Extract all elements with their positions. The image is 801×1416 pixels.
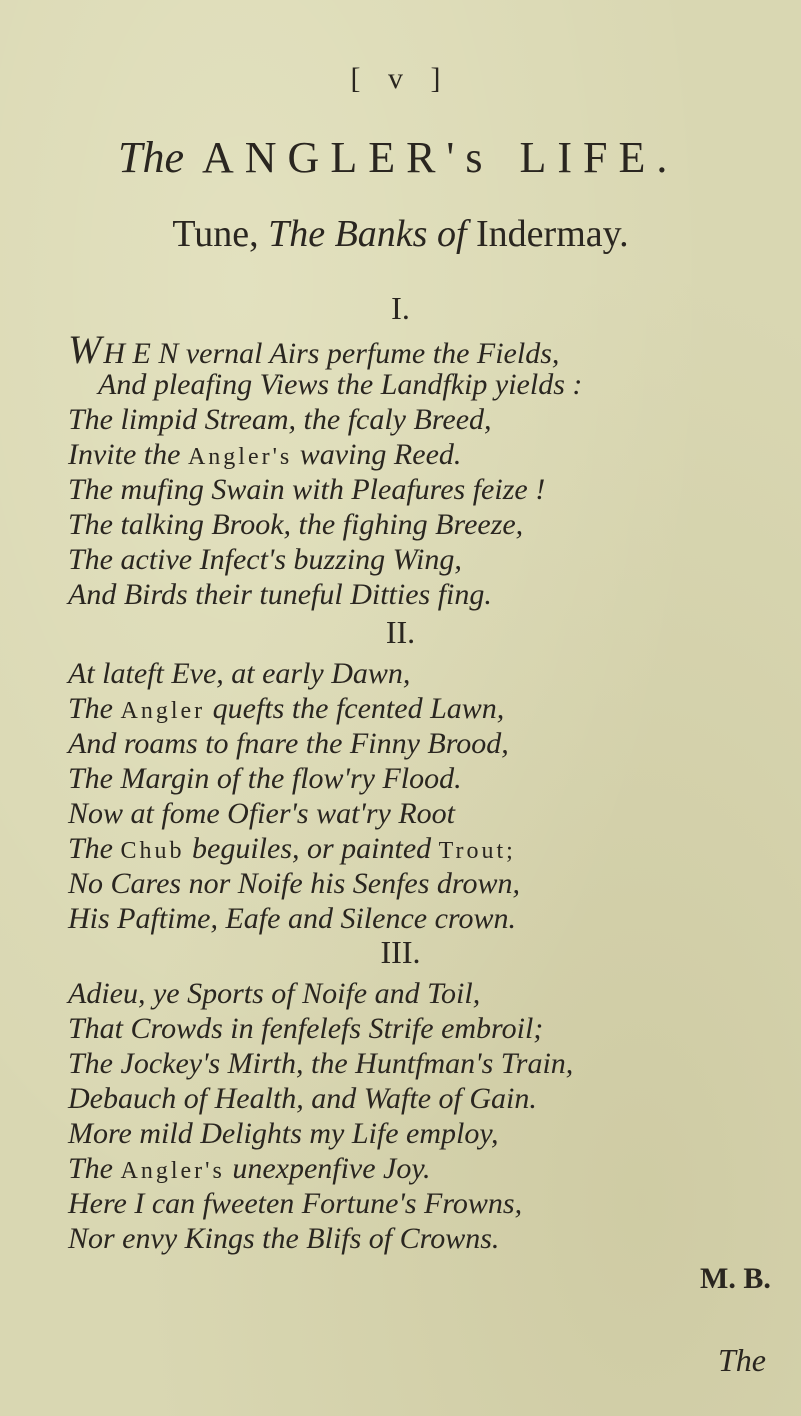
stanza-2-line-6: The Chub beguiles, or painted Trout; [68,832,516,865]
tune-label: Tune, [172,213,259,255]
stanza-2-line-8: His Paftime, Eafe and Silence crown. [68,902,516,935]
poem-title [118,132,678,183]
stanza-1-line-3: The limpid Stream, the fcaly Breed, [68,403,492,436]
stanza-3-line-5: More mild Delights my Life employ, [68,1117,499,1150]
stanza-1-numeral: I. [391,290,410,326]
stanza-2-line-3: And roams to fnare the Finny Brood, [68,727,509,760]
stanza-3 [68,976,768,1256]
author-signature: M. B. [700,1262,771,1295]
title-prefix: The [118,133,184,182]
tune-place: Indermay. [476,213,629,255]
stanza-2-line-5: Now at fome Ofier's wat'ry Root [68,797,455,830]
stanza-2-line-7: No Cares nor Noife his Senfes drown, [68,867,520,900]
stanza-3-line-8: Nor envy Kings the Blifs of Crowns. [68,1222,500,1255]
drop-cap: W [68,327,102,372]
page-number: [ v ] [350,62,451,95]
stanza-3-line-3: The Jockey's Mirth, the Huntfman's Train, [68,1047,574,1080]
stanza-2-numeral: II. [385,614,416,650]
stanza-2-line-4: The Margin of the flow'ry Flood. [68,762,462,795]
stanza-2 [68,656,768,936]
stanza-1 [68,327,768,612]
stanza-1-line-8: And Birds their tuneful Ditties fing. [68,578,492,611]
stanza-3-line-1: Adieu, ye Sports of Noife and Toil, [68,977,481,1010]
catchword: The [718,1342,766,1378]
stanza-1-line-7: The active Infect's buzzing Wing, [68,543,462,576]
stanza-3-line-6: The Angler's unexpenfive Joy. [68,1152,431,1185]
stanza-2-line-2: The Angler quefts the fcented Lawn, [68,692,505,725]
stanza-3-numeral: III. [380,934,421,970]
stanza-3-line-4: Debauch of Health, and Wafte of Gain. [68,1082,537,1115]
stanza-1-line-2: And pleafing Views the Landfkip yields : [98,368,583,401]
stanza-3-line-7: Here I can fweeten Fortune's Frowns, [68,1187,523,1220]
stanza-1-line-5: The mufing Swain with Pleafures feize ! [68,473,546,506]
title-word-life: LIFE. [519,133,679,182]
stanza-3-line-2: That Crowds in fenfelefs Strife embroil; [68,1012,544,1045]
stanza-1-line-4: Invite the Angler's waving Reed. [68,438,462,471]
tune-line [0,212,801,256]
stanza-2-line-1: At lateft Eve, at early Dawn, [68,657,411,690]
title-word-angler: ANGLER's [202,133,494,182]
tune-song: The Banks of [268,213,467,255]
stanza-1-line-6: The talking Brook, the fighing Breeze, [68,508,524,541]
stanza-1-line-1: WH E N vernal Airs perfume the Fields, [68,327,560,372]
